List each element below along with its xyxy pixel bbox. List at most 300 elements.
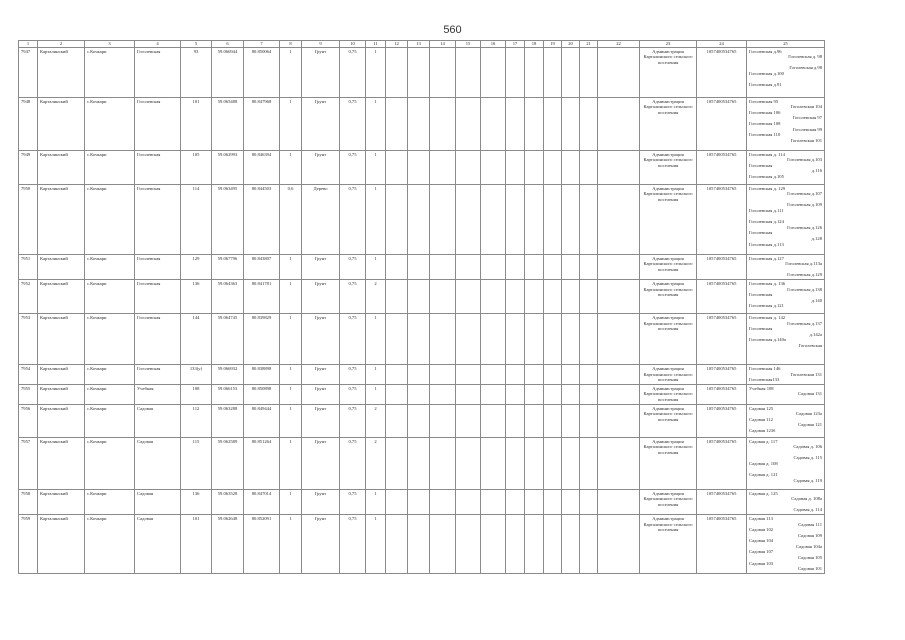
empty-cell bbox=[386, 254, 408, 279]
address-line: Гоголевская д.96 bbox=[749, 48, 782, 54]
empty-cell bbox=[386, 364, 408, 384]
house-number-cell: 114 bbox=[181, 184, 212, 254]
registry-table bbox=[18, 40, 825, 574]
empty-cell bbox=[598, 47, 640, 97]
empty-cell bbox=[456, 384, 481, 404]
empty-cell bbox=[430, 254, 456, 279]
latitude-cell: 59.062993 bbox=[212, 150, 244, 184]
longitude-cell: 80.847968 bbox=[244, 97, 280, 150]
empty-cell bbox=[598, 184, 640, 254]
row-number-cell: 7952 bbox=[19, 279, 38, 313]
table-row bbox=[19, 364, 825, 384]
empty-cell bbox=[544, 313, 562, 364]
empty-cell bbox=[544, 437, 562, 489]
address-line: Гоголевская 108 bbox=[749, 120, 781, 126]
street-cell: Садовая bbox=[135, 404, 181, 437]
quantity-value-cell: 1 bbox=[366, 47, 386, 97]
empty-cell bbox=[506, 184, 525, 254]
empty-cell bbox=[580, 47, 598, 97]
area-value-cell: 0,75 bbox=[340, 254, 366, 279]
area-value-cell: 0,75 bbox=[340, 489, 366, 514]
table-row bbox=[19, 97, 825, 150]
empty-cell bbox=[506, 437, 525, 489]
empty-cell bbox=[506, 279, 525, 313]
row-number-cell: 7956 bbox=[19, 404, 38, 437]
empty-cell bbox=[430, 279, 456, 313]
quantity-value-cell: 1 bbox=[366, 364, 386, 384]
empty-cell bbox=[562, 184, 580, 254]
empty-cell bbox=[598, 437, 640, 489]
empty-cell bbox=[598, 254, 640, 279]
empty-cell bbox=[525, 279, 544, 313]
address-line: Гоголевская 104 bbox=[790, 104, 822, 110]
empty-cell bbox=[562, 437, 580, 489]
empty-cell bbox=[544, 404, 562, 437]
column-number-25: 25 bbox=[747, 41, 825, 48]
table-row bbox=[19, 489, 825, 514]
address-line: Садовая д. 119 bbox=[793, 477, 822, 483]
settlement-cell: с.Кочкари bbox=[85, 364, 135, 384]
row-number-cell: 7948 bbox=[19, 97, 38, 150]
house-number-cell: 144 bbox=[181, 313, 212, 364]
addresses-cell bbox=[747, 279, 825, 313]
column-number-16: 16 bbox=[481, 41, 506, 48]
area-value-cell: 0,75 bbox=[340, 313, 366, 364]
empty-cell bbox=[598, 514, 640, 573]
empty-cell bbox=[481, 254, 506, 279]
address-line: Садовая д. 108а bbox=[791, 496, 822, 502]
empty-cell bbox=[562, 254, 580, 279]
empty-cell bbox=[430, 404, 456, 437]
street-cell: Учебная bbox=[135, 384, 181, 404]
address-line: Гоголевская 106 bbox=[749, 109, 781, 115]
owner-cell: Администрация Карталинского сельского поселения bbox=[640, 254, 697, 279]
address-line: Гоголевская д.113 bbox=[749, 241, 784, 247]
empty-cell bbox=[408, 150, 430, 184]
street-cell: Гоголевская bbox=[135, 254, 181, 279]
house-number-cell: 93 bbox=[181, 47, 212, 97]
quantity-value-cell: 1 bbox=[366, 514, 386, 573]
quantity-value-cell: 1 bbox=[366, 97, 386, 150]
street-cell: Садовая bbox=[135, 437, 181, 489]
area-value-cell: 0,75 bbox=[340, 97, 366, 150]
empty-cell bbox=[481, 514, 506, 573]
address-line: Садовая 125 bbox=[749, 405, 774, 411]
empty-cell bbox=[386, 313, 408, 364]
empty-cell bbox=[456, 514, 481, 573]
addresses-cell bbox=[747, 384, 825, 404]
column-number-18: 18 bbox=[525, 41, 544, 48]
count-value-cell: 1 bbox=[280, 489, 302, 514]
empty-cell bbox=[456, 313, 481, 364]
address-line: Садовая д. 115 bbox=[793, 455, 822, 461]
empty-cell bbox=[506, 404, 525, 437]
house-number-cell: 101 bbox=[181, 514, 212, 573]
surface-type-cell: Грунт bbox=[302, 437, 340, 489]
empty-cell bbox=[544, 47, 562, 97]
empty-cell bbox=[408, 184, 430, 254]
empty-cell bbox=[580, 437, 598, 489]
area-value-cell: 0,75 bbox=[340, 404, 366, 437]
empty-cell bbox=[430, 437, 456, 489]
street-cell: Садовая bbox=[135, 489, 181, 514]
empty-cell bbox=[481, 313, 506, 364]
address-line: Садовая 123б bbox=[749, 427, 776, 433]
address-line: Гоголевская д.107 bbox=[787, 191, 822, 197]
empty-cell bbox=[506, 97, 525, 150]
empty-cell bbox=[598, 97, 640, 150]
column-number-14: 14 bbox=[430, 41, 456, 48]
column-number-5: 5 bbox=[181, 41, 212, 48]
address-line: Гоголевская д.103 bbox=[787, 157, 822, 163]
address-line: Садовая д. 114 bbox=[793, 507, 822, 513]
owner-cell: Администрация Карталинского сельского поселения bbox=[640, 313, 697, 364]
page-number: 560 bbox=[443, 24, 462, 36]
owner-cell: Администрация Карталинского сельского поселения bbox=[640, 364, 697, 384]
empty-cell bbox=[481, 150, 506, 184]
table-row bbox=[19, 184, 825, 254]
empty-cell bbox=[580, 489, 598, 514]
empty-cell bbox=[456, 184, 481, 254]
table-row bbox=[19, 150, 825, 184]
empty-cell bbox=[386, 489, 408, 514]
latitude-cell: 59.062648 bbox=[212, 514, 244, 573]
empty-cell bbox=[386, 184, 408, 254]
empty-cell bbox=[430, 150, 456, 184]
address-line: д.140 bbox=[811, 297, 822, 303]
ogrn-cell: 1057400534765 bbox=[697, 97, 747, 150]
empty-cell bbox=[408, 489, 430, 514]
owner-cell: Администрация Карталинского сельского поселения bbox=[640, 184, 697, 254]
address-line: Гоголевская bbox=[798, 342, 822, 348]
empty-cell bbox=[430, 313, 456, 364]
addresses-cell bbox=[747, 313, 825, 364]
empty-cell bbox=[525, 489, 544, 514]
empty-cell bbox=[580, 514, 598, 573]
surface-type-cell: Грунт bbox=[302, 279, 340, 313]
surface-type-cell: Дерево bbox=[302, 184, 340, 254]
empty-cell bbox=[408, 384, 430, 404]
address-line: Гоголевская д. 136 bbox=[749, 280, 786, 286]
address-line: Садовая 109 bbox=[797, 532, 822, 538]
column-number-24: 24 bbox=[697, 41, 747, 48]
empty-cell bbox=[481, 97, 506, 150]
house-number-cell: 108 bbox=[181, 384, 212, 404]
count-value-cell: 1 bbox=[280, 514, 302, 573]
surface-type-cell: Грунт bbox=[302, 364, 340, 384]
house-number-cell: 129 bbox=[181, 254, 212, 279]
address-line: Гоголевская 146 bbox=[749, 365, 781, 371]
empty-cell bbox=[386, 97, 408, 150]
quantity-value-cell: 2 bbox=[366, 404, 386, 437]
owner-cell: Администрация Карталинского сельского поселения bbox=[640, 97, 697, 150]
owner-cell: Администрация Карталинского сельского поселения bbox=[640, 150, 697, 184]
column-number-15: 15 bbox=[456, 41, 481, 48]
settlement-cell: с.Кочкари bbox=[85, 279, 135, 313]
address-line: Гоголевская д.91 bbox=[749, 82, 782, 88]
row-number-cell: 7954 bbox=[19, 364, 38, 384]
count-value-cell: 1 bbox=[280, 384, 302, 404]
addresses-cell bbox=[747, 514, 825, 573]
address-line: Гоголевская д.129 bbox=[787, 272, 822, 278]
column-number-10: 10 bbox=[340, 41, 366, 48]
district-cell: Карталинский bbox=[38, 254, 85, 279]
count-value-cell: 1 bbox=[280, 279, 302, 313]
empty-cell bbox=[386, 437, 408, 489]
empty-cell bbox=[481, 437, 506, 489]
count-value-cell: 1 bbox=[280, 437, 302, 489]
address-line: Гоголевская д. 98 bbox=[788, 54, 822, 60]
surface-type-cell: Грунт bbox=[302, 404, 340, 437]
address-line: Гоголевская д.111 bbox=[749, 207, 784, 213]
address-line: Гоголевская д.105 bbox=[749, 173, 784, 179]
area-value-cell: 0,75 bbox=[340, 437, 366, 489]
empty-cell bbox=[562, 97, 580, 150]
street-cell: Гоголевская bbox=[135, 364, 181, 384]
addresses-cell bbox=[747, 364, 825, 384]
address-line: Садовая 107 bbox=[749, 549, 774, 555]
longitude-cell: 80.838898 bbox=[244, 364, 280, 384]
area-value-cell: 0,75 bbox=[340, 279, 366, 313]
addresses-cell bbox=[747, 150, 825, 184]
ogrn-cell: 1057400534765 bbox=[697, 279, 747, 313]
empty-cell bbox=[408, 437, 430, 489]
area-value-cell: 0,75 bbox=[340, 364, 366, 384]
owner-cell: Администрация Карталинского сельского поселения bbox=[640, 47, 697, 97]
address-line: Гоголевская д.137 bbox=[787, 320, 822, 326]
addresses-cell bbox=[747, 489, 825, 514]
empty-cell bbox=[408, 364, 430, 384]
address-line: Гоголевская bbox=[749, 292, 773, 298]
address-line: Гоголевская д.113а bbox=[785, 261, 822, 267]
address-line: Садовая 103 bbox=[749, 560, 774, 566]
address-line: Садовая 112 bbox=[749, 416, 773, 422]
ogrn-cell: 1057400534765 bbox=[697, 437, 747, 489]
ogrn-cell: 1057400534765 bbox=[697, 489, 747, 514]
address-line: д.142а bbox=[809, 331, 822, 337]
empty-cell bbox=[506, 47, 525, 97]
address-line: Гоголевская д.140а bbox=[749, 337, 786, 343]
address-line: Гоголевская д. 114 bbox=[749, 151, 785, 157]
longitude-cell: 80.841781 bbox=[244, 279, 280, 313]
house-number-cell: 133(у) bbox=[181, 364, 212, 384]
empty-cell bbox=[481, 47, 506, 97]
empty-cell bbox=[456, 437, 481, 489]
empty-cell bbox=[544, 184, 562, 254]
address-line: д.128 bbox=[811, 235, 822, 241]
latitude-cell: 59.064363 bbox=[212, 279, 244, 313]
settlement-cell: с.Кочкари bbox=[85, 514, 135, 573]
owner-cell: Администрация Карталинского сельского поселения bbox=[640, 437, 697, 489]
count-value-cell: 1 bbox=[280, 364, 302, 384]
empty-cell bbox=[481, 384, 506, 404]
settlement-cell: с.Кочкари bbox=[85, 437, 135, 489]
address-line: Гоголевская д.138 bbox=[787, 286, 822, 292]
empty-cell bbox=[598, 150, 640, 184]
address-line: Садовая 105 bbox=[797, 555, 822, 561]
empty-cell bbox=[562, 384, 580, 404]
count-value-cell: 1 bbox=[280, 97, 302, 150]
empty-cell bbox=[525, 150, 544, 184]
column-number-7: 7 bbox=[244, 41, 280, 48]
owner-cell: Администрация Карталинского сельского поселения bbox=[640, 279, 697, 313]
surface-type-cell: Грунт bbox=[302, 254, 340, 279]
column-number-23: 23 bbox=[640, 41, 697, 48]
empty-cell bbox=[408, 47, 430, 97]
address-line: Гоголевская 110 bbox=[749, 132, 781, 138]
empty-cell bbox=[544, 514, 562, 573]
street-cell: Садовая bbox=[135, 514, 181, 573]
latitude-cell: 59.063495 bbox=[212, 184, 244, 254]
empty-cell bbox=[386, 279, 408, 313]
latitude-cell: 59.064745 bbox=[212, 313, 244, 364]
address-line: Садовая д. 106 bbox=[793, 444, 822, 450]
settlement-cell: с.Кочкари bbox=[85, 313, 135, 364]
quantity-value-cell: 1 bbox=[366, 150, 386, 184]
empty-cell bbox=[562, 489, 580, 514]
table-row bbox=[19, 313, 825, 364]
empty-cell bbox=[580, 364, 598, 384]
address-line: Гоголевская д. 129 bbox=[749, 185, 786, 191]
address-line: Гоголевская 99 bbox=[792, 126, 822, 132]
empty-cell bbox=[408, 313, 430, 364]
address-line: Гоголевская bbox=[749, 162, 773, 168]
column-number-row bbox=[19, 41, 825, 48]
address-line: Садовая 131 bbox=[797, 391, 822, 397]
addresses-cell bbox=[747, 437, 825, 489]
empty-cell bbox=[506, 364, 525, 384]
address-line: Садовая 104а bbox=[795, 543, 822, 549]
district-cell: Карталинский bbox=[38, 514, 85, 573]
house-number-cell: 136 bbox=[181, 279, 212, 313]
address-line: Садовая 123а bbox=[795, 411, 822, 417]
empty-cell bbox=[525, 384, 544, 404]
empty-cell bbox=[456, 254, 481, 279]
owner-cell: Администрация Карталинского сельского поселения bbox=[640, 404, 697, 437]
empty-cell bbox=[430, 489, 456, 514]
settlement-cell: с.Кочкари bbox=[85, 150, 135, 184]
empty-cell bbox=[430, 514, 456, 573]
ogrn-cell: 1057400534765 bbox=[697, 313, 747, 364]
addresses-cell bbox=[747, 254, 825, 279]
surface-type-cell: Грунт bbox=[302, 489, 340, 514]
empty-cell bbox=[430, 97, 456, 150]
count-value-cell: 1 bbox=[280, 313, 302, 364]
empty-cell bbox=[562, 404, 580, 437]
longitude-cell: 80.844503 bbox=[244, 184, 280, 254]
empty-cell bbox=[562, 150, 580, 184]
empty-cell bbox=[544, 254, 562, 279]
ogrn-cell: 1057400534765 bbox=[697, 404, 747, 437]
column-number-12: 12 bbox=[386, 41, 408, 48]
count-value-cell: 1 bbox=[280, 404, 302, 437]
empty-cell bbox=[580, 184, 598, 254]
empty-cell bbox=[544, 364, 562, 384]
ogrn-cell: 1057400534765 bbox=[697, 47, 747, 97]
empty-cell bbox=[386, 384, 408, 404]
empty-cell bbox=[408, 97, 430, 150]
empty-cell bbox=[525, 437, 544, 489]
owner-cell: Администрация Карталинского сельского поселения bbox=[640, 514, 697, 573]
column-number-13: 13 bbox=[408, 41, 430, 48]
address-line: Садовая 111 bbox=[798, 521, 822, 527]
district-cell: Карталинский bbox=[38, 404, 85, 437]
address-line: Садовая 121 bbox=[797, 422, 822, 428]
house-number-cell: 105 bbox=[181, 150, 212, 184]
latitude-cell: 59.066153 bbox=[212, 384, 244, 404]
empty-cell bbox=[580, 254, 598, 279]
settlement-cell: с.Кочкари bbox=[85, 47, 135, 97]
address-line: Садовая д. 108 bbox=[749, 460, 778, 466]
longitude-cell: 80.850064 bbox=[244, 47, 280, 97]
empty-cell bbox=[562, 364, 580, 384]
empty-cell bbox=[386, 514, 408, 573]
address-line: Гоголевская133 bbox=[749, 377, 780, 383]
quantity-value-cell: 1 bbox=[366, 254, 386, 279]
surface-type-cell: Грунт bbox=[302, 514, 340, 573]
district-cell: Карталинский bbox=[38, 384, 85, 404]
address-line: Гоголевская 95 bbox=[749, 98, 779, 104]
column-number-8: 8 bbox=[280, 41, 302, 48]
longitude-cell: 80.852091 bbox=[244, 514, 280, 573]
row-number-cell: 7958 bbox=[19, 489, 38, 514]
empty-cell bbox=[386, 47, 408, 97]
address-line: Гоголевская д.109 bbox=[787, 202, 822, 208]
column-number-1: 1 bbox=[19, 41, 38, 48]
settlement-cell: с.Кочкари bbox=[85, 384, 135, 404]
street-cell: Гоголевская bbox=[135, 184, 181, 254]
owner-cell: Администрация Карталинского сельского поселения bbox=[640, 489, 697, 514]
empty-cell bbox=[525, 97, 544, 150]
empty-cell bbox=[408, 514, 430, 573]
empty-cell bbox=[580, 404, 598, 437]
empty-cell bbox=[525, 47, 544, 97]
empty-cell bbox=[562, 279, 580, 313]
quantity-value-cell: 1 bbox=[366, 489, 386, 514]
empty-cell bbox=[386, 150, 408, 184]
empty-cell bbox=[408, 404, 430, 437]
table-row bbox=[19, 254, 825, 279]
column-number-17: 17 bbox=[506, 41, 525, 48]
empty-cell bbox=[430, 384, 456, 404]
empty-cell bbox=[456, 97, 481, 150]
latitude-cell: 59.065488 bbox=[212, 97, 244, 150]
empty-cell bbox=[544, 384, 562, 404]
empty-cell bbox=[598, 364, 640, 384]
street-cell: Гоголевская bbox=[135, 97, 181, 150]
column-number-11: 11 bbox=[366, 41, 386, 48]
column-number-22: 22 bbox=[598, 41, 640, 48]
empty-cell bbox=[544, 279, 562, 313]
row-number-cell: 7951 bbox=[19, 254, 38, 279]
address-line: Гоголевская bbox=[749, 230, 773, 236]
district-cell: Карталинский bbox=[38, 364, 85, 384]
empty-cell bbox=[544, 489, 562, 514]
empty-cell bbox=[562, 47, 580, 97]
address-line: Гоголевская д.121 bbox=[749, 303, 784, 309]
row-number-cell: 7959 bbox=[19, 514, 38, 573]
column-number-4: 4 bbox=[135, 41, 181, 48]
longitude-cell: 80.850898 bbox=[244, 384, 280, 404]
empty-cell bbox=[456, 489, 481, 514]
empty-cell bbox=[598, 279, 640, 313]
address-line: Садовая д. 117 bbox=[749, 438, 778, 444]
latitude-cell: 59.062589 bbox=[212, 437, 244, 489]
empty-cell bbox=[506, 150, 525, 184]
address-line: Гоголевская д.100 bbox=[749, 70, 784, 76]
address-line: Садовая 113 bbox=[749, 515, 773, 521]
empty-cell bbox=[525, 254, 544, 279]
